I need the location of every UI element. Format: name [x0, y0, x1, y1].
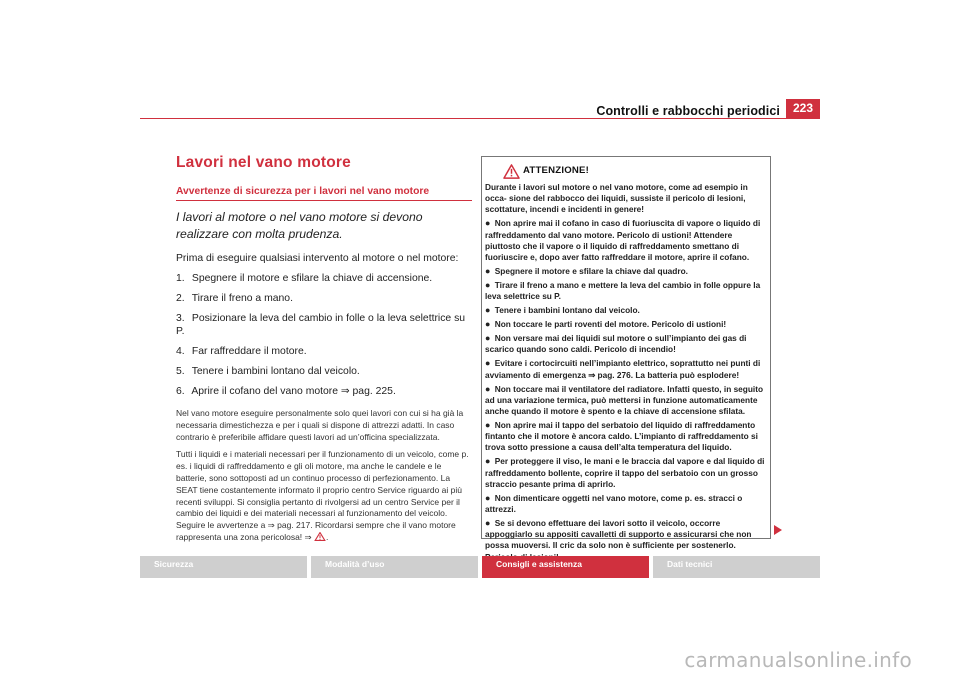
step-item [176, 272, 472, 285]
warning-bullet-text: Evitare i cortocircuiti nell’impianto elettrico, soprattutto nei punti di avviamento di emergenza ⇒ pag. 276. La batteria può esplodere! [485, 358, 761, 380]
body-paragraph-2 [176, 449, 472, 543]
warning-bullet-text: Tirare il freno a mano e mettere la leva del cambio in folle oppure la leva selettrice su P. [485, 280, 761, 302]
step-number: 4. [176, 346, 185, 357]
bullet-icon: ● [485, 492, 491, 503]
warning-box [481, 156, 771, 551]
page-header-title: Controlli e rabbocchi periodici [596, 104, 780, 118]
bullet-icon: ● [485, 518, 491, 529]
step-text: Far raffreddare il motore. [191, 346, 307, 357]
bullet-icon: ● [485, 383, 491, 394]
step-number: 1. [176, 273, 185, 284]
step-text: Spegnere il motore e sfilare la chiave di accensione. [191, 273, 433, 284]
warning-bullet [485, 305, 768, 316]
bullet-icon: ● [485, 218, 491, 229]
continue-arrow-icon[interactable] [774, 525, 782, 535]
warning-bullet-text: Non toccare mai il ventilatore del radiatore. Infatti questo, in seguito ad una variazione termica, può mettersi in funzione automaticamente anche quando il motore è spento e la chiave di accensione sfilata. [485, 383, 764, 417]
warning-reference-icon[interactable] [314, 531, 329, 542]
warning-bullet-text: Non toccare le parti roventi del motore. Pericolo di ustioni! [494, 319, 727, 330]
warning-bullet-text: Per proteggere il viso, le mani e le braccia dal vapore e dal liquido di raffreddamento bollente, coprire il tappo del serbatoio con un grosso straccio pesante prima di aprirlo. [485, 456, 765, 489]
step-text: Aprire il cofano del vano motore ⇒ pag. 225. [191, 386, 396, 397]
step-number: 6. [176, 386, 185, 397]
steps-lead: Prima di eseguire qualsiasi intervento al motore o nel motore: [176, 253, 459, 264]
warning-bullet [485, 280, 768, 302]
watermark: carmanualsonline.info [684, 648, 912, 672]
warning-bullet [485, 358, 768, 380]
footer-tab-sicurezza[interactable]: Sicurezza [140, 556, 307, 578]
bullet-icon: ● [485, 305, 491, 316]
step-number: 5. [176, 366, 185, 377]
subsection-title: Avvertenze di sicurezza per i lavori nel vano motore [176, 186, 472, 201]
step-text: Tenere i bambini lontano dal veicolo. [191, 366, 360, 377]
bullet-icon: ● [485, 456, 491, 467]
step-number: 3. [176, 313, 185, 324]
intro-text: I lavori al motore o nel vano motore si devono realizzare con molta prudenza. [176, 210, 423, 241]
warning-bullet [485, 266, 768, 277]
header-divider [140, 118, 820, 119]
warning-triangle-icon [503, 164, 520, 179]
warning-bullet [485, 384, 768, 418]
footer-tab-modalita-uso[interactable]: Modalità d’uso [311, 556, 478, 578]
bullet-icon: ● [485, 266, 491, 277]
body-paragraph-1: Nel vano motore eseguire personalmente solo quei lavori con cui si ha già la necessaria dimestichezza e per i quali si dispone di attrezzi adatti. In caso contrario è preferibile affidare questi lavori ad un’officina specializzata. [176, 408, 464, 442]
body-paragraph-2-text: Tutti i liquidi e i materiali necessari per il funzionamento di un veicolo, come p. es. i liquidi di raffreddamento e gli oli motore, ma anche le candele e le batterie, sono sottoposti ad un continuo processo di perfezionamento. La SEAT tiene costantemente informato il proprio centro Service riguardo ai più recenti sviluppi. Si consiglia pertanto di rivolgersi ad un centro Service per il cambio dei liquidi e dei materiali necessari al funzionamento del veicolo. Seguire le avvertenze a ⇒ pag. 217. Ricordarsi sempre che il vano motore rappresenta una zona pericolosa! ⇒ [176, 449, 469, 542]
warning-header [482, 157, 770, 183]
footer-tab-consigli-assistenza[interactable]: Consigli e assistenza [482, 556, 649, 578]
warning-bullet [485, 319, 768, 330]
warning-bullet-text: Non aprire mai il tappo del serbatoio del liquido di raffreddamento fintanto che il motore è ancora caldo. L’impianto di raffreddamento si trova sotto pressione a causa dell’alta temperatura del liquido. [485, 420, 758, 453]
step-item [176, 292, 472, 305]
warning-title: ATTENZIONE! [523, 165, 589, 176]
warning-bullet-text: Tenere i bambini lontano dal veicolo. [494, 305, 640, 316]
main-text-column [176, 154, 472, 544]
bullet-icon: ● [485, 420, 491, 431]
warning-bullet-text: Non versare mai dei liquidi sul motore o sull’impianto dei gas di scarico quando sono caldi. Pericolo di incendio! [485, 333, 747, 355]
step-text: Tirare il freno a mano. [191, 293, 293, 304]
warning-intro: Durante i lavori sul motore o nel vano motore, come ad esempio in occa- sione del rabbocco dei liquidi, sussiste il pericolo di lesioni, scottature, incendi e incidenti in genere! [485, 182, 748, 215]
step-item [176, 312, 472, 338]
warning-bullet [485, 333, 768, 355]
steps-list [176, 272, 472, 398]
warning-bullet [485, 218, 768, 263]
page-number: 223 [786, 99, 820, 118]
bullet-icon: ● [485, 333, 491, 344]
step-text: Posizionare la leva del cambio in folle o la leva selettrice su P. [176, 313, 466, 337]
warning-bullet-text: Spegnere il motore e sfilare la chiave dal quadro. [494, 266, 688, 277]
step-item [176, 345, 472, 358]
warning-bullet [485, 456, 768, 490]
bullet-icon: ● [485, 319, 491, 330]
warning-bullet-text: Non dimenticare oggetti nel vano motore, come p. es. stracci o attrezzi. [485, 492, 743, 515]
footer-navigation [140, 556, 820, 578]
step-item [176, 365, 472, 378]
warning-bullet-text: Se si devono effettuare dei lavori sotto il veicolo, occorre appoggiarlo su appositi cavalletti di supporto e assicurarsi che non possa muoversi. Il cric da solo non è sufficiente per sostenerlo. [485, 518, 752, 551]
step-item [176, 385, 472, 398]
warning-bullet [485, 493, 768, 515]
warning-bullet [485, 420, 768, 454]
bullet-icon: ● [485, 280, 491, 291]
bullet-icon: ● [485, 358, 491, 369]
step-number: 2. [176, 293, 185, 304]
footer-tab-dati-tecnici[interactable]: Dati tecnici [653, 556, 820, 578]
body-paragraph-2-end: . [326, 531, 329, 542]
warning-bullet-text: Non aprire mai il cofano in caso di fuoriuscita di vapore o liquido di raffreddamento dal vano motore. Pericolo di ustioni! Attendere piuttosto che il vapore o il liquido di raffreddamento smettano di fuoriuscire e, dopo aver fatto raffreddare il motore, aprire il cofano. [485, 218, 761, 263]
warning-body [485, 182, 768, 566]
section-title: Lavori nel vano motore [176, 154, 351, 171]
